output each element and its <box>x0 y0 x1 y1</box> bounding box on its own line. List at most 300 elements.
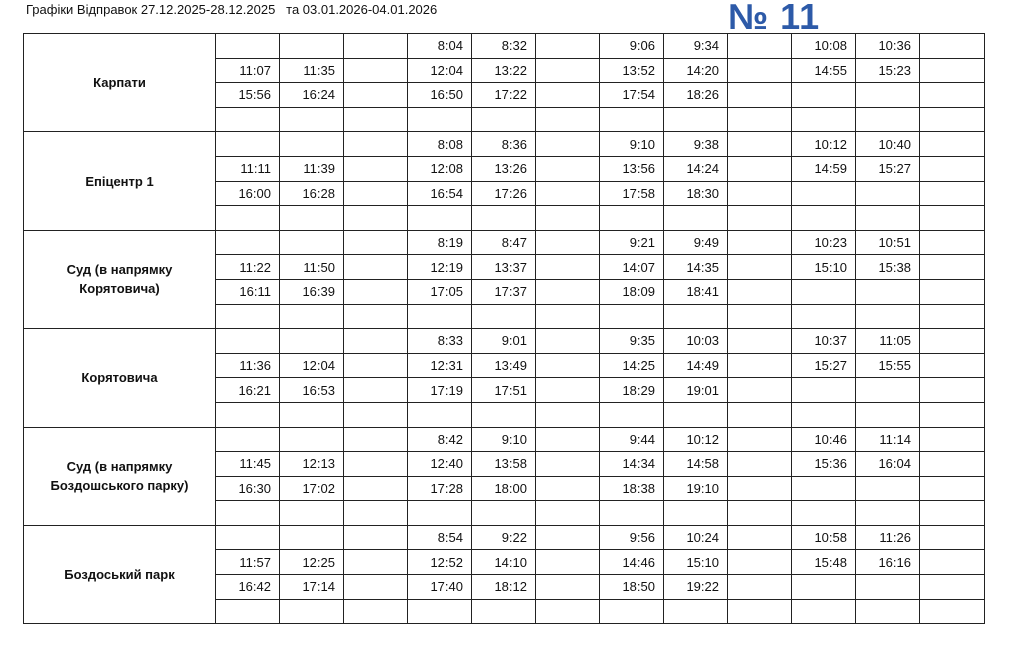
departure-time-cell: 8:54 <box>408 525 472 550</box>
departure-time-cell: 18:30 <box>664 181 728 206</box>
schedule-title: Графіки Відправок 27.12.2025-28.12.2025 та 03.01.2026-04.01.2026 <box>26 2 438 17</box>
departure-time-cell <box>216 501 280 526</box>
table-row <box>24 329 985 354</box>
departure-time-cell <box>536 279 600 304</box>
departure-time-cell <box>728 329 792 354</box>
route-number: № 11 <box>728 0 821 37</box>
departure-time-cell <box>920 402 985 427</box>
departure-time-cell: 16:28 <box>280 181 344 206</box>
departure-time-cell <box>728 107 792 132</box>
departure-time-cell: 14:10 <box>472 550 536 575</box>
departure-time-cell <box>856 501 920 526</box>
departure-time-cell: 15:55 <box>856 353 920 378</box>
departure-time-cell <box>728 452 792 477</box>
departure-time-cell: 16:00 <box>216 181 280 206</box>
departure-time-cell: 17:51 <box>472 378 536 403</box>
table-row <box>24 230 985 255</box>
departure-time-cell <box>856 279 920 304</box>
departure-time-cell <box>728 599 792 624</box>
departure-time-cell <box>536 476 600 501</box>
departure-time-cell <box>664 501 728 526</box>
departure-time-cell <box>344 255 408 280</box>
departure-time-cell: 9:38 <box>664 132 728 157</box>
departure-time-cell <box>536 575 600 600</box>
departure-time-cell: 15:27 <box>856 156 920 181</box>
departure-time-cell <box>920 34 985 59</box>
departure-time-cell <box>728 83 792 108</box>
departure-time-cell <box>920 279 985 304</box>
departure-time-cell <box>216 402 280 427</box>
departure-time-cell <box>280 34 344 59</box>
departure-time-cell: 10:37 <box>792 329 856 354</box>
departure-time-cell <box>280 501 344 526</box>
departure-time-cell <box>600 599 664 624</box>
departure-time-cell: 16:04 <box>856 452 920 477</box>
stop-name: Карпати <box>24 34 216 132</box>
departure-time-cell: 15:10 <box>664 550 728 575</box>
departure-time-cell: 13:49 <box>472 353 536 378</box>
departure-time-cell <box>920 599 985 624</box>
departure-time-cell: 8:47 <box>472 230 536 255</box>
departure-time-cell <box>792 279 856 304</box>
departure-time-cell <box>920 107 985 132</box>
departure-time-cell: 12:40 <box>408 452 472 477</box>
departure-time-cell: 14:59 <box>792 156 856 181</box>
departure-time-cell <box>920 329 985 354</box>
departure-time-cell: 14:20 <box>664 58 728 83</box>
departure-time-cell <box>344 476 408 501</box>
departure-time-cell: 14:24 <box>664 156 728 181</box>
departure-time-cell: 14:55 <box>792 58 856 83</box>
departure-time-cell: 16:16 <box>856 550 920 575</box>
departure-time-cell <box>792 402 856 427</box>
departure-time-cell <box>280 107 344 132</box>
departure-time-cell <box>536 427 600 452</box>
departure-time-cell: 11:07 <box>216 58 280 83</box>
departure-time-cell: 16:11 <box>216 279 280 304</box>
departure-time-cell <box>216 230 280 255</box>
departure-time-cell <box>728 304 792 329</box>
departure-time-cell <box>344 599 408 624</box>
departure-time-cell: 11:36 <box>216 353 280 378</box>
departure-time-cell <box>920 575 985 600</box>
stop-name: Суд (в напрямку Корятовича) <box>24 230 216 328</box>
departure-time-cell <box>536 181 600 206</box>
departure-time-cell <box>536 206 600 231</box>
departure-time-cell: 11:11 <box>216 156 280 181</box>
departure-time-cell <box>920 156 985 181</box>
departure-time-cell <box>728 34 792 59</box>
departure-time-cell <box>792 599 856 624</box>
departure-time-cell <box>664 304 728 329</box>
departure-time-cell <box>664 206 728 231</box>
table-row <box>24 34 985 59</box>
departure-time-cell <box>536 378 600 403</box>
departure-time-cell: 9:56 <box>600 525 664 550</box>
departure-time-cell <box>216 132 280 157</box>
departure-time-cell: 18:09 <box>600 279 664 304</box>
departure-time-cell: 8:08 <box>408 132 472 157</box>
departure-time-cell <box>920 353 985 378</box>
departure-time-cell <box>728 427 792 452</box>
departure-time-cell <box>408 206 472 231</box>
departure-time-cell: 14:25 <box>600 353 664 378</box>
departure-time-cell <box>344 402 408 427</box>
departure-time-cell: 15:27 <box>792 353 856 378</box>
departure-time-cell: 14:07 <box>600 255 664 280</box>
departure-time-cell <box>536 83 600 108</box>
departure-time-cell: 13:52 <box>600 58 664 83</box>
departure-time-cell <box>920 427 985 452</box>
departure-time-cell <box>600 107 664 132</box>
departure-time-cell <box>792 378 856 403</box>
departure-time-cell <box>728 132 792 157</box>
departure-time-cell: 17:14 <box>280 575 344 600</box>
departure-time-cell: 8:04 <box>408 34 472 59</box>
departure-time-cell <box>728 550 792 575</box>
departure-time-cell <box>920 181 985 206</box>
departure-time-cell <box>856 575 920 600</box>
departure-time-cell <box>216 599 280 624</box>
departure-time-cell: 16:50 <box>408 83 472 108</box>
departure-time-cell: 14:35 <box>664 255 728 280</box>
departure-time-cell <box>344 181 408 206</box>
stop-name: Суд (в напрямку Боздошського парку) <box>24 427 216 525</box>
departure-time-cell <box>920 525 985 550</box>
departure-time-cell <box>664 599 728 624</box>
departure-time-cell <box>344 83 408 108</box>
departure-time-cell: 11:26 <box>856 525 920 550</box>
departure-time-cell <box>344 304 408 329</box>
departure-time-cell <box>600 304 664 329</box>
departure-time-cell: 17:02 <box>280 476 344 501</box>
departure-time-cell: 18:50 <box>600 575 664 600</box>
departure-time-cell <box>280 599 344 624</box>
departure-time-cell: 17:26 <box>472 181 536 206</box>
departure-time-cell: 11:22 <box>216 255 280 280</box>
departure-time-cell <box>728 206 792 231</box>
departure-time-cell: 15:38 <box>856 255 920 280</box>
departure-time-cell: 13:26 <box>472 156 536 181</box>
departure-time-cell <box>920 255 985 280</box>
departure-time-cell <box>536 156 600 181</box>
departure-time-cell: 18:29 <box>600 378 664 403</box>
departure-time-cell: 9:49 <box>664 230 728 255</box>
departure-time-cell <box>280 402 344 427</box>
departure-time-cell: 9:34 <box>664 34 728 59</box>
departure-time-cell: 10:36 <box>856 34 920 59</box>
departure-time-cell: 12:19 <box>408 255 472 280</box>
departure-time-cell: 8:33 <box>408 329 472 354</box>
departure-time-cell <box>344 575 408 600</box>
departure-time-cell: 15:10 <box>792 255 856 280</box>
departure-time-cell: 16:30 <box>216 476 280 501</box>
departure-time-cell <box>728 525 792 550</box>
departure-time-cell: 17:37 <box>472 279 536 304</box>
departure-time-cell: 14:58 <box>664 452 728 477</box>
departure-time-cell: 11:57 <box>216 550 280 575</box>
departure-time-cell: 18:12 <box>472 575 536 600</box>
departure-time-cell: 17:58 <box>600 181 664 206</box>
departure-time-cell <box>536 501 600 526</box>
departure-time-cell: 10:03 <box>664 329 728 354</box>
departure-time-cell <box>728 402 792 427</box>
departure-time-cell: 16:24 <box>280 83 344 108</box>
departure-time-cell <box>344 34 408 59</box>
departure-time-cell <box>856 107 920 132</box>
departure-time-cell <box>536 452 600 477</box>
departure-time-cell: 12:31 <box>408 353 472 378</box>
departure-time-cell: 17:28 <box>408 476 472 501</box>
departure-time-cell <box>472 107 536 132</box>
departure-time-cell: 11:14 <box>856 427 920 452</box>
departure-time-cell: 19:10 <box>664 476 728 501</box>
departure-time-cell: 17:40 <box>408 575 472 600</box>
departure-time-cell <box>216 107 280 132</box>
departure-time-cell: 15:36 <box>792 452 856 477</box>
departure-time-cell: 11:45 <box>216 452 280 477</box>
departure-time-cell <box>600 402 664 427</box>
departure-time-cell: 10:51 <box>856 230 920 255</box>
departure-time-cell <box>472 402 536 427</box>
departure-time-cell: 9:06 <box>600 34 664 59</box>
departure-time-cell <box>280 304 344 329</box>
departure-time-cell <box>536 230 600 255</box>
departure-time-cell <box>856 402 920 427</box>
departure-time-cell <box>216 206 280 231</box>
departure-time-cell <box>216 525 280 550</box>
departure-time-cell: 10:12 <box>664 427 728 452</box>
timetable-body <box>24 34 985 624</box>
departure-time-cell: 10:08 <box>792 34 856 59</box>
departure-time-cell <box>536 34 600 59</box>
departure-time-cell: 14:49 <box>664 353 728 378</box>
departure-time-cell: 9:22 <box>472 525 536 550</box>
table-row <box>24 427 985 452</box>
departure-time-cell <box>536 329 600 354</box>
stop-name: Боздоський парк <box>24 525 216 623</box>
departure-time-cell <box>792 476 856 501</box>
departure-time-cell <box>472 304 536 329</box>
departure-time-cell <box>792 107 856 132</box>
departure-time-cell: 12:13 <box>280 452 344 477</box>
departure-time-cell <box>664 107 728 132</box>
departure-time-cell <box>344 132 408 157</box>
departure-time-cell: 16:53 <box>280 378 344 403</box>
departure-time-cell <box>472 206 536 231</box>
departure-time-cell <box>344 230 408 255</box>
departure-time-cell: 11:05 <box>856 329 920 354</box>
departure-time-cell: 10:46 <box>792 427 856 452</box>
departure-time-cell <box>920 58 985 83</box>
departure-time-cell: 9:21 <box>600 230 664 255</box>
departure-time-cell <box>536 599 600 624</box>
departure-time-cell: 10:58 <box>792 525 856 550</box>
departure-time-cell: 9:10 <box>600 132 664 157</box>
departure-time-cell <box>600 501 664 526</box>
departure-time-cell <box>344 452 408 477</box>
departure-time-cell <box>856 206 920 231</box>
departure-time-cell <box>344 107 408 132</box>
departure-time-cell: 13:37 <box>472 255 536 280</box>
departure-time-cell <box>344 206 408 231</box>
departure-time-cell <box>728 279 792 304</box>
departure-time-cell <box>792 304 856 329</box>
departure-time-cell <box>920 304 985 329</box>
departure-time-cell <box>728 378 792 403</box>
departure-time-cell <box>408 599 472 624</box>
departure-time-cell <box>344 58 408 83</box>
departure-time-cell <box>728 181 792 206</box>
departure-time-cell: 12:52 <box>408 550 472 575</box>
departure-time-cell: 18:00 <box>472 476 536 501</box>
departure-time-cell <box>536 402 600 427</box>
departure-time-cell: 10:40 <box>856 132 920 157</box>
departure-time-cell <box>856 304 920 329</box>
stop-name: Корятовича <box>24 329 216 427</box>
departure-time-cell: 8:36 <box>472 132 536 157</box>
departure-time-cell: 11:35 <box>280 58 344 83</box>
departure-time-cell: 18:38 <box>600 476 664 501</box>
departure-time-cell <box>856 599 920 624</box>
departure-time-cell <box>920 378 985 403</box>
departure-time-cell: 14:46 <box>600 550 664 575</box>
table-row <box>24 132 985 157</box>
departure-time-cell: 9:35 <box>600 329 664 354</box>
departure-time-cell <box>280 525 344 550</box>
departure-time-cell <box>792 501 856 526</box>
departure-time-cell: 17:19 <box>408 378 472 403</box>
departure-time-cell <box>856 476 920 501</box>
departure-time-cell <box>344 156 408 181</box>
departure-time-cell <box>792 83 856 108</box>
departure-time-cell <box>536 353 600 378</box>
departure-time-cell: 16:21 <box>216 378 280 403</box>
departure-time-cell: 13:58 <box>472 452 536 477</box>
departure-time-cell <box>792 206 856 231</box>
departure-time-cell <box>856 181 920 206</box>
departure-time-cell <box>536 525 600 550</box>
departure-time-cell: 17:05 <box>408 279 472 304</box>
departure-time-cell: 16:54 <box>408 181 472 206</box>
departure-time-cell <box>280 230 344 255</box>
departure-time-cell <box>536 304 600 329</box>
departure-time-cell <box>280 206 344 231</box>
departure-time-cell <box>536 550 600 575</box>
departure-time-cell <box>216 34 280 59</box>
departure-time-cell <box>920 476 985 501</box>
departure-time-cell: 9:44 <box>600 427 664 452</box>
departure-time-cell <box>216 304 280 329</box>
departure-time-cell: 14:34 <box>600 452 664 477</box>
departure-time-cell <box>920 452 985 477</box>
departure-time-cell: 12:08 <box>408 156 472 181</box>
departure-time-cell <box>280 329 344 354</box>
departure-time-cell <box>344 279 408 304</box>
departure-time-cell: 18:26 <box>664 83 728 108</box>
departure-time-cell <box>792 575 856 600</box>
departure-time-cell: 9:01 <box>472 329 536 354</box>
stop-name: Епіцентр 1 <box>24 132 216 230</box>
departure-time-cell <box>728 230 792 255</box>
departure-time-cell <box>600 206 664 231</box>
departure-time-cell: 9:10 <box>472 427 536 452</box>
departure-time-cell <box>408 304 472 329</box>
departure-time-cell <box>536 132 600 157</box>
departure-time-cell <box>472 599 536 624</box>
departure-time-cell: 8:19 <box>408 230 472 255</box>
departure-time-cell: 11:39 <box>280 156 344 181</box>
departure-time-cell <box>920 206 985 231</box>
departure-time-cell <box>792 181 856 206</box>
departure-time-cell <box>216 329 280 354</box>
departure-time-cell <box>344 525 408 550</box>
departure-time-cell: 12:25 <box>280 550 344 575</box>
departure-time-cell: 12:04 <box>280 353 344 378</box>
departure-time-cell: 19:01 <box>664 378 728 403</box>
departure-time-cell <box>280 132 344 157</box>
departure-time-cell: 17:22 <box>472 83 536 108</box>
departure-time-cell: 15:23 <box>856 58 920 83</box>
departure-time-cell <box>536 255 600 280</box>
departure-time-cell <box>920 83 985 108</box>
departure-time-cell <box>920 230 985 255</box>
departure-time-cell: 11:50 <box>280 255 344 280</box>
departure-time-cell <box>344 550 408 575</box>
departure-time-cell <box>728 353 792 378</box>
departure-time-cell: 17:54 <box>600 83 664 108</box>
departure-time-cell: 15:56 <box>216 83 280 108</box>
departure-time-cell: 18:41 <box>664 279 728 304</box>
departure-time-cell <box>920 501 985 526</box>
departure-time-cell: 12:04 <box>408 58 472 83</box>
departure-time-cell <box>856 83 920 108</box>
departure-time-cell: 13:22 <box>472 58 536 83</box>
departure-time-cell: 10:12 <box>792 132 856 157</box>
departure-time-cell <box>408 107 472 132</box>
departure-time-cell: 15:48 <box>792 550 856 575</box>
departure-time-cell <box>728 476 792 501</box>
departure-time-cell <box>536 107 600 132</box>
table-row <box>24 525 985 550</box>
departure-time-cell <box>728 501 792 526</box>
departure-time-cell <box>920 550 985 575</box>
departure-time-cell <box>664 402 728 427</box>
departure-time-cell: 8:42 <box>408 427 472 452</box>
departure-time-cell: 16:39 <box>280 279 344 304</box>
departure-time-cell: 8:32 <box>472 34 536 59</box>
departure-time-cell: 19:22 <box>664 575 728 600</box>
departure-time-cell <box>472 501 536 526</box>
departure-time-cell <box>344 329 408 354</box>
departure-time-cell: 16:42 <box>216 575 280 600</box>
departure-time-cell <box>728 156 792 181</box>
departure-time-cell <box>344 378 408 403</box>
departure-time-cell <box>280 427 344 452</box>
departure-time-cell: 10:24 <box>664 525 728 550</box>
departure-time-cell <box>344 353 408 378</box>
departure-time-cell <box>920 132 985 157</box>
departure-time-cell <box>536 58 600 83</box>
departure-time-cell <box>344 427 408 452</box>
departure-time-cell <box>728 575 792 600</box>
departure-time-cell <box>728 58 792 83</box>
departure-time-cell <box>408 402 472 427</box>
departure-time-cell <box>856 378 920 403</box>
departure-time-cell <box>728 255 792 280</box>
departure-time-cell <box>344 501 408 526</box>
departure-time-cell: 10:23 <box>792 230 856 255</box>
